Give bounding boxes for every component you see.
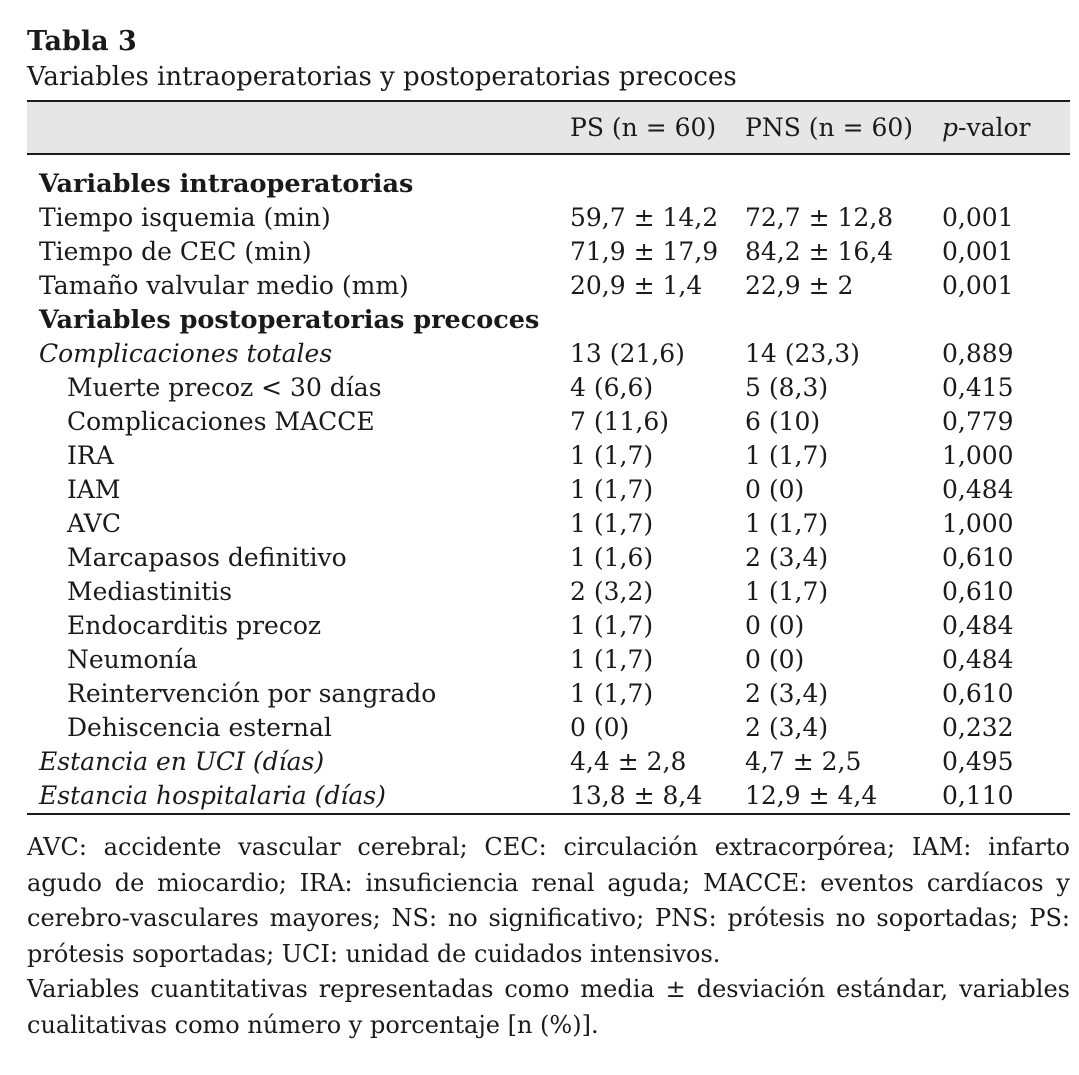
row-label: Tamaño valvular medio (mm)	[39, 271, 409, 300]
cell-pns: 6 (10)	[745, 407, 821, 436]
table-row	[27, 541, 1070, 575]
row-label: Tiempo isquemia (min)	[39, 203, 331, 232]
table-row	[27, 507, 1070, 541]
cell-ps: 4 (6,6)	[570, 373, 654, 402]
cell-ps: 13,8 ± 8,4	[570, 781, 703, 810]
cell-p: 1,000	[942, 441, 1014, 470]
table-row	[27, 609, 1070, 643]
table-row	[27, 677, 1070, 711]
cell-p: 0,484	[942, 475, 1014, 504]
cell-ps: 1 (1,7)	[570, 611, 654, 640]
cell-p: 0,232	[942, 713, 1014, 742]
cell-pns: 5 (8,3)	[745, 373, 829, 402]
row-label: Complicaciones totales	[39, 339, 333, 368]
table-header	[27, 102, 1070, 153]
row-label: Marcapasos definitivo	[67, 543, 347, 572]
cell-pns: 14 (23,3)	[745, 339, 860, 368]
section-heading-intraoperative: Variables intraoperatorias	[39, 169, 414, 199]
table-row	[27, 745, 1070, 779]
row-label: IAM	[67, 475, 121, 504]
cell-ps: 7 (11,6)	[570, 407, 670, 436]
cell-pns: 1 (1,7)	[745, 577, 829, 606]
row-label: IRA	[67, 441, 114, 470]
row-label: Mediastinitis	[67, 577, 233, 606]
row-label: Muerte precoz < 30 días	[67, 373, 382, 402]
row-label: Endocarditis precoz	[67, 611, 322, 640]
cell-p: 0,110	[942, 781, 1014, 810]
cell-pns: 1 (1,7)	[745, 441, 829, 470]
cell-p: 0,610	[942, 577, 1014, 606]
cell-pns: 2 (3,4)	[745, 543, 829, 572]
bottom-rule	[27, 813, 1070, 815]
cell-p: 0,610	[942, 543, 1014, 572]
table-row	[27, 439, 1070, 473]
cell-p: 0,001	[942, 271, 1014, 300]
table-row	[27, 269, 1070, 303]
table-row	[27, 473, 1070, 507]
cell-pns: 22,9 ± 2	[745, 271, 854, 300]
cell-ps: 4,4 ± 2,8	[570, 747, 687, 776]
row-label: Estancia en UCI (días)	[39, 747, 325, 776]
cell-p: 0,495	[942, 747, 1014, 776]
row-label: Tiempo de CEC (min)	[39, 237, 312, 266]
cell-p: 0,001	[942, 203, 1014, 232]
header-p-rest: -valor	[958, 113, 1031, 142]
cell-p: 0,779	[942, 407, 1014, 436]
header-p-italic: p	[942, 113, 959, 142]
cell-pns: 0 (0)	[745, 475, 805, 504]
cell-p: 0,484	[942, 611, 1014, 640]
cell-pns: 0 (0)	[745, 645, 805, 674]
footnote-variables: Variables cuantitativas representadas como media ± desviación estándar, variables cualitativas como número y porcentaje [n (%)].	[27, 975, 1070, 1039]
table-row	[27, 337, 1070, 371]
cell-p: 0,415	[942, 373, 1014, 402]
row-label: Reintervención por sangrado	[67, 679, 437, 708]
header-p-value	[942, 111, 1031, 145]
cell-p: 0,610	[942, 679, 1014, 708]
table-row	[27, 575, 1070, 609]
cell-ps: 59,7 ± 14,2	[570, 203, 719, 232]
cell-p: 0,001	[942, 237, 1014, 266]
table-container	[27, 26, 1070, 1043]
row-label: Complicaciones MACCE	[67, 407, 375, 436]
table-row	[27, 643, 1070, 677]
row-label: Estancia hospitalaria (días)	[39, 781, 386, 810]
cell-ps: 13 (21,6)	[570, 339, 685, 368]
cell-p: 0,484	[942, 645, 1014, 674]
cell-pns: 2 (3,4)	[745, 679, 829, 708]
header-ps: PS (n = 60)	[570, 113, 717, 142]
footnote-abbreviations: AVC: accidente vascular cerebral; CEC: circulación extracorpórea; IAM: infarto agudo de miocardio; IRA: insuficiencia renal aguda; MACCE: eventos cardíacos y cerebro-vasculares mayores; NS: no significativo; PNS: prótesis no soportadas; PS: prótesis soportadas; UCI: unidad de cuidados intensivos.	[27, 833, 1070, 968]
cell-ps: 1 (1,7)	[570, 679, 654, 708]
cell-pns: 84,2 ± 16,4	[745, 237, 894, 266]
table-row	[27, 303, 1070, 337]
table-row	[27, 167, 1070, 201]
table-row	[27, 779, 1070, 813]
cell-pns: 72,7 ± 12,8	[745, 203, 894, 232]
cell-p: 0,889	[942, 339, 1014, 368]
cell-ps: 1 (1,7)	[570, 441, 654, 470]
row-label: Neumonía	[67, 645, 198, 674]
cell-ps: 20,9 ± 1,4	[570, 271, 703, 300]
table-caption: Variables intraoperatorias y postoperatorias precoces	[27, 62, 737, 92]
cell-ps: 2 (3,2)	[570, 577, 654, 606]
table-row	[27, 711, 1070, 745]
row-label: Dehiscencia esternal	[67, 713, 332, 742]
cell-ps: 1 (1,7)	[570, 645, 654, 674]
section-heading-postoperative: Variables postoperatorias precoces	[39, 305, 540, 335]
cell-ps: 1 (1,7)	[570, 475, 654, 504]
table-row	[27, 371, 1070, 405]
cell-ps: 0 (0)	[570, 713, 630, 742]
table-row	[27, 405, 1070, 439]
table-label: Tabla 3	[27, 26, 137, 57]
cell-ps: 71,9 ± 17,9	[570, 237, 719, 266]
cell-pns: 4,7 ± 2,5	[745, 747, 862, 776]
table-row	[27, 201, 1070, 235]
cell-pns: 12,9 ± 4,4	[745, 781, 878, 810]
cell-ps: 1 (1,7)	[570, 509, 654, 538]
cell-pns: 1 (1,7)	[745, 509, 829, 538]
table-row	[27, 235, 1070, 269]
cell-ps: 1 (1,6)	[570, 543, 654, 572]
table-body	[27, 155, 1070, 813]
header-pns: PNS (n = 60)	[745, 113, 914, 142]
cell-pns: 0 (0)	[745, 611, 805, 640]
cell-pns: 2 (3,4)	[745, 713, 829, 742]
row-label: AVC	[67, 509, 121, 538]
cell-p: 1,000	[942, 509, 1014, 538]
